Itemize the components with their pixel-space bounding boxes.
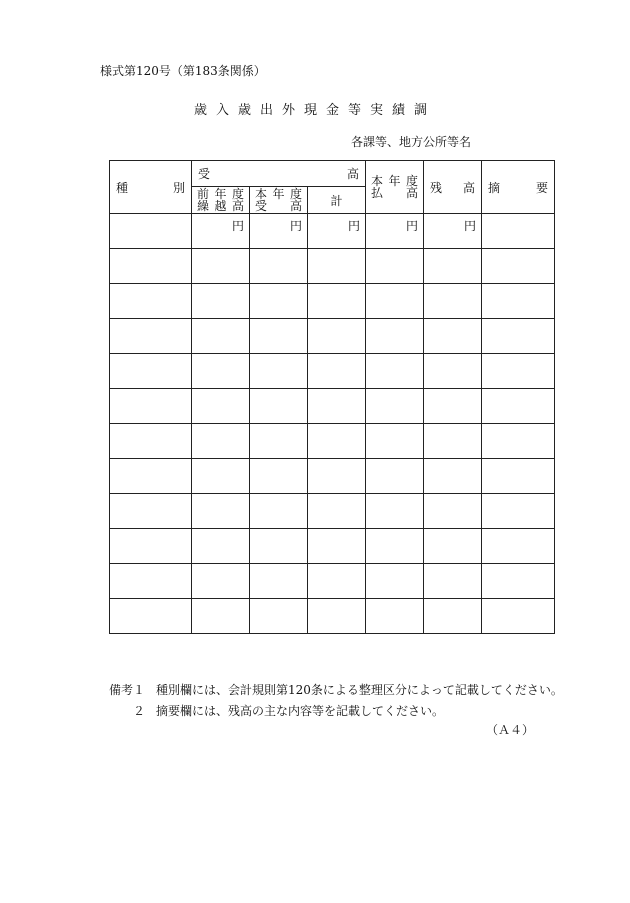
table-row xyxy=(110,214,555,249)
amount-cell[interactable] xyxy=(192,599,250,634)
amount-cell[interactable] xyxy=(424,459,482,494)
summary-cell[interactable] xyxy=(482,459,555,494)
amount-cell[interactable]: 円 xyxy=(424,214,482,249)
table-row xyxy=(110,564,555,599)
amount-cell[interactable] xyxy=(192,319,250,354)
amount-cell[interactable] xyxy=(424,599,482,634)
amount-cell[interactable] xyxy=(250,494,308,529)
summary-cell[interactable] xyxy=(482,249,555,284)
amount-cell[interactable] xyxy=(366,319,424,354)
amount-cell[interactable] xyxy=(366,599,424,634)
amount-cell[interactable] xyxy=(424,354,482,389)
type-cell[interactable] xyxy=(110,529,192,564)
type-cell[interactable] xyxy=(110,494,192,529)
amount-cell[interactable] xyxy=(192,459,250,494)
amount-cell[interactable] xyxy=(366,284,424,319)
amount-cell[interactable] xyxy=(424,529,482,564)
header-summary: 摘 要 xyxy=(482,161,555,214)
header-total: 計 xyxy=(308,187,366,214)
summary-cell[interactable] xyxy=(482,599,555,634)
amount-cell[interactable]: 円 xyxy=(250,214,308,249)
amount-cell[interactable] xyxy=(192,389,250,424)
table-row xyxy=(110,284,555,319)
amount-cell[interactable] xyxy=(192,354,250,389)
amount-cell[interactable] xyxy=(250,354,308,389)
amount-cell[interactable] xyxy=(366,459,424,494)
amount-cell[interactable]: 円 xyxy=(192,214,250,249)
note-number: ２ xyxy=(132,704,145,718)
table-row xyxy=(110,529,555,564)
header-paid: 本 年 度 払 高 xyxy=(366,161,424,214)
amount-cell[interactable] xyxy=(366,564,424,599)
summary-cell[interactable] xyxy=(482,389,555,424)
table-row xyxy=(110,494,555,529)
notes-label: 備考１ xyxy=(109,683,146,697)
table-row xyxy=(110,424,555,459)
summary-cell[interactable] xyxy=(482,494,555,529)
ledger-table xyxy=(109,160,555,634)
amount-cell[interactable] xyxy=(192,249,250,284)
amount-cell[interactable] xyxy=(250,389,308,424)
amount-cell[interactable] xyxy=(366,389,424,424)
amount-cell[interactable] xyxy=(366,494,424,529)
amount-cell[interactable]: 円 xyxy=(366,214,424,249)
amount-cell[interactable] xyxy=(308,424,366,459)
amount-cell[interactable] xyxy=(366,529,424,564)
amount-cell[interactable] xyxy=(250,284,308,319)
amount-cell[interactable] xyxy=(308,284,366,319)
form-number: 様式第120号（第183条関係） xyxy=(100,64,266,78)
summary-cell[interactable] xyxy=(482,354,555,389)
amount-cell[interactable] xyxy=(308,564,366,599)
amount-cell[interactable] xyxy=(308,529,366,564)
header-balance: 残 高 xyxy=(424,161,482,214)
amount-cell[interactable] xyxy=(424,389,482,424)
amount-cell[interactable] xyxy=(308,459,366,494)
header-current-year-received: 本 年 度 受 高 xyxy=(250,187,308,214)
summary-cell[interactable] xyxy=(482,564,555,599)
paper-size: （Ａ４） xyxy=(485,723,534,737)
amount-cell[interactable] xyxy=(366,249,424,284)
amount-cell[interactable] xyxy=(250,249,308,284)
amount-cell[interactable] xyxy=(192,424,250,459)
amount-cell[interactable] xyxy=(308,319,366,354)
amount-cell[interactable] xyxy=(250,319,308,354)
type-cell[interactable] xyxy=(110,459,192,494)
type-cell[interactable] xyxy=(110,599,192,634)
summary-cell[interactable] xyxy=(482,284,555,319)
summary-cell[interactable] xyxy=(482,529,555,564)
amount-cell[interactable] xyxy=(424,249,482,284)
amount-cell[interactable] xyxy=(250,424,308,459)
amount-cell[interactable] xyxy=(424,284,482,319)
type-cell[interactable] xyxy=(110,564,192,599)
amount-cell[interactable] xyxy=(424,494,482,529)
amount-cell[interactable] xyxy=(192,284,250,319)
amount-cell[interactable] xyxy=(250,564,308,599)
type-cell[interactable] xyxy=(110,249,192,284)
header-type: 種 別 xyxy=(110,161,192,214)
table-row xyxy=(110,249,555,284)
amount-cell[interactable] xyxy=(192,494,250,529)
amount-cell[interactable]: 円 xyxy=(308,214,366,249)
amount-cell[interactable] xyxy=(308,354,366,389)
table-row xyxy=(110,599,555,634)
amount-cell[interactable] xyxy=(250,459,308,494)
amount-cell[interactable] xyxy=(308,389,366,424)
type-cell[interactable] xyxy=(110,319,192,354)
type-cell[interactable] xyxy=(110,214,192,249)
amount-cell[interactable] xyxy=(366,424,424,459)
note-item: 種別欄には、会計規則第120条による整理区分によって記載してください。 xyxy=(156,683,563,697)
type-cell[interactable] xyxy=(110,354,192,389)
table-row xyxy=(110,389,555,424)
amount-cell[interactable] xyxy=(192,564,250,599)
type-cell[interactable] xyxy=(110,284,192,319)
amount-cell[interactable] xyxy=(308,249,366,284)
notes xyxy=(109,680,563,722)
summary-cell[interactable] xyxy=(482,214,555,249)
summary-cell[interactable] xyxy=(482,319,555,354)
amount-cell[interactable] xyxy=(308,494,366,529)
amount-cell[interactable] xyxy=(424,424,482,459)
table-row xyxy=(110,459,555,494)
page-title: 歳入歳出外現金等実績調 xyxy=(193,103,436,118)
amount-cell[interactable] xyxy=(192,529,250,564)
amount-cell[interactable] xyxy=(250,599,308,634)
header-prev-year-carryover: 前 年 度 繰 越 高 xyxy=(192,187,250,214)
amount-cell[interactable] xyxy=(308,599,366,634)
amount-cell[interactable] xyxy=(250,529,308,564)
header-received: 受 高 xyxy=(192,161,366,187)
amount-cell[interactable] xyxy=(424,564,482,599)
type-cell[interactable] xyxy=(110,424,192,459)
amount-cell[interactable] xyxy=(424,319,482,354)
type-cell[interactable] xyxy=(110,389,192,424)
amount-cell[interactable] xyxy=(366,354,424,389)
note-item: 摘要欄には、残高の主な内容等を記載してください。 xyxy=(156,704,445,718)
table-row xyxy=(110,319,555,354)
summary-cell[interactable] xyxy=(482,424,555,459)
office-name-label: 各課等、地方公所等名 xyxy=(351,135,472,149)
table-row xyxy=(110,354,555,389)
